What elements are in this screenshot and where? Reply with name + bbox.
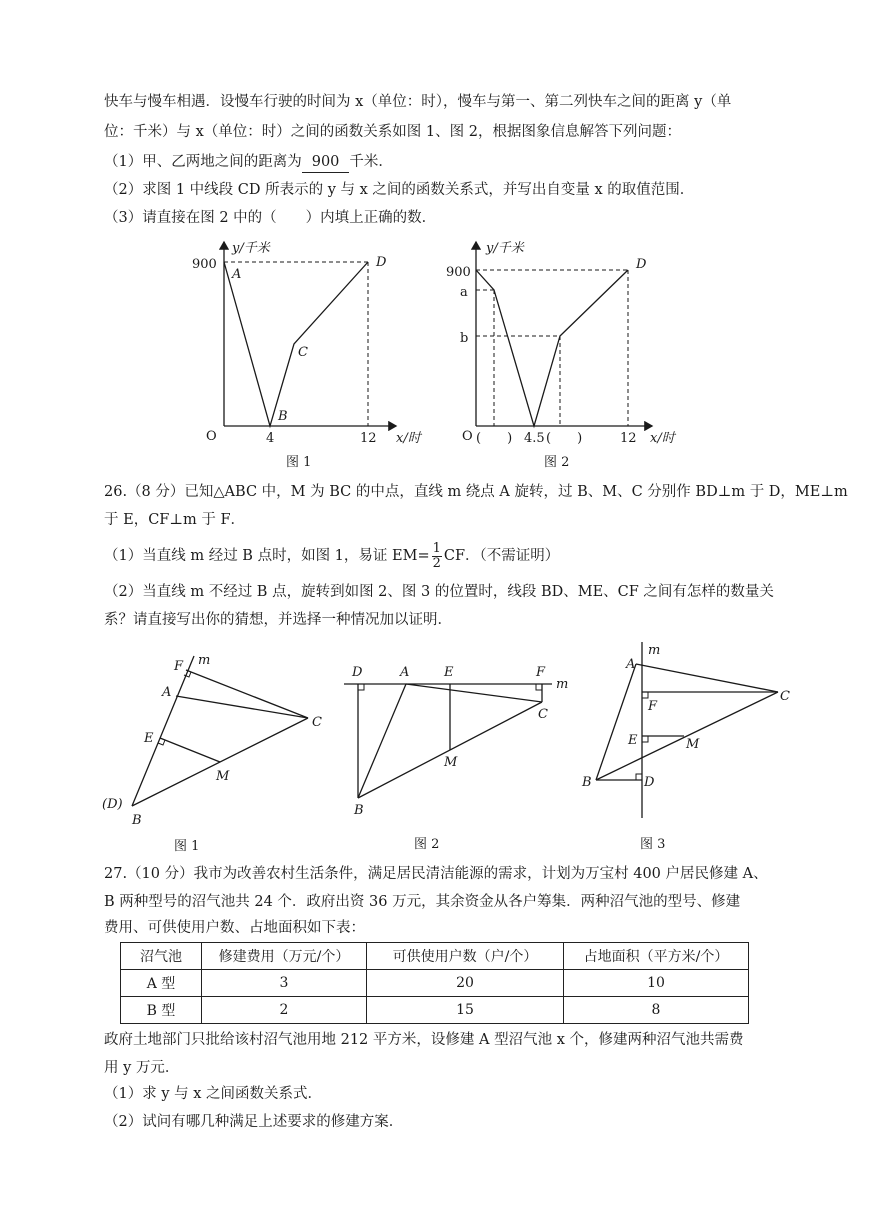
q1-prefix: （1）甲、乙两地之间的距离为 [104, 154, 302, 170]
graph2-yb: b [460, 331, 469, 346]
label-M: M [444, 755, 458, 770]
table-cell: 10 [564, 970, 749, 997]
fraction-one-half [432, 542, 442, 571]
graph2-x12: 12 [620, 431, 637, 446]
segment-EM [160, 738, 220, 762]
segment-AC [176, 696, 308, 718]
label-m: m [198, 653, 211, 668]
right-angle-F [536, 684, 542, 690]
q26-part-2a: （2）当直线 m 不经过 B 点，旋转到如图 2、图 3 的位置时，线段 BD、ME、CF 之间有怎样的数量关 [104, 584, 774, 600]
label-C: C [538, 707, 548, 722]
table-header-row [121, 943, 749, 970]
graph1-xlabel: x/时 [396, 431, 421, 446]
label-m: m [556, 677, 569, 692]
label-F: F [648, 699, 658, 714]
graph1-x12: 12 [360, 431, 377, 446]
q27-after-2: 用 y 万元． [104, 1060, 180, 1076]
geometry-figure-1 [96, 640, 336, 860]
q26-part-2b: 系？请直接写出你的猜想，并选择一种情况加以证明． [104, 612, 452, 628]
figure-2-caption: 图 2 [414, 837, 440, 852]
label-A: A [626, 657, 636, 672]
q1-answer: 900 [302, 152, 350, 173]
segment-BC [596, 692, 778, 780]
label-D: D [352, 665, 363, 680]
segment-AC [636, 664, 778, 692]
graph-1 [190, 236, 430, 472]
label-F: F [536, 665, 546, 680]
label-E: E [628, 733, 638, 748]
geometry-figure-3 [578, 636, 808, 860]
table-row [121, 997, 749, 1024]
question-1 [104, 152, 393, 173]
graph1-line [224, 262, 368, 426]
label-C: C [780, 689, 790, 704]
label-E: E [144, 731, 154, 746]
segment-FC [186, 670, 308, 718]
q27-sub-2: （2）试问有哪几种满足上述要求的修建方案． [104, 1114, 404, 1130]
q26-p1-suffix: CF．（不需证明） [443, 548, 560, 564]
table-header: 沼气池 [121, 943, 202, 970]
q26-line-1: 26.（8 分）已知△ABC 中，M 为 BC 的中点，直线 m 绕点 A 旋转，过 B、M、C 分别作 BD⊥m 于 D，ME⊥m [104, 484, 848, 500]
segment-AB [358, 684, 406, 798]
frac-denominator: 2 [432, 555, 441, 571]
graph1-label-B: B [278, 409, 288, 424]
graph1-origin: O [206, 429, 217, 444]
label-E: E [444, 665, 454, 680]
intro-line-1: 快车与慢车相遇．设慢车行驶的时间为 x（单位：时），慢车与第一、第二列快车之间的距离 y（单 [104, 94, 732, 110]
label-A: A [162, 685, 172, 700]
table-header: 修建费用（万元/个） [202, 943, 367, 970]
label-D: (D) [102, 797, 123, 812]
graph-2 [446, 236, 686, 472]
graph2-x45: 4.5 [524, 431, 545, 446]
table-cell: 8 [564, 997, 749, 1024]
label-A: A [400, 665, 410, 680]
graph1-ylabel: y/千米 [232, 241, 270, 256]
graph2-label-D: D [636, 257, 647, 272]
q26-p1-prefix: （1）当直线 m 经过 B 点时，如图 1，易证 EM= [104, 548, 430, 564]
figure-3-caption: 图 3 [640, 837, 666, 852]
line-m [132, 656, 194, 806]
graph2-caption: 图 2 [544, 455, 570, 470]
graph2-y900: 900 [446, 265, 471, 280]
question-3: （3）请直接在图 2 中的（ ）内填上正确的数． [104, 210, 437, 226]
graph1-label-C: C [298, 345, 308, 360]
graph1-label-A: A [232, 267, 242, 282]
label-B: B [582, 775, 592, 790]
graph1-caption: 图 1 [286, 455, 312, 470]
geometry-figure-2 [340, 652, 580, 860]
table-cell: 3 [202, 970, 367, 997]
segment-AB [596, 664, 636, 780]
label-B: B [132, 813, 142, 828]
q27-line-3: 费用、可供使用户数、占地面积如下表： [104, 920, 365, 936]
table-cell: 20 [367, 970, 564, 997]
table-header: 可供使用户数（户/个） [367, 943, 564, 970]
frac-numerator: 1 [432, 540, 441, 556]
table-cell: A 型 [121, 970, 202, 997]
graph2-xlabel: x/时 [650, 431, 675, 446]
graph2-line [476, 270, 628, 426]
table-cell: 2 [202, 997, 367, 1024]
label-C: C [312, 715, 322, 730]
q1-suffix: 千米． [349, 154, 393, 170]
graph2-origin: O [462, 429, 473, 444]
label-M: M [216, 769, 230, 784]
graph1-label-D: D [376, 255, 387, 270]
table-cell: 15 [367, 997, 564, 1024]
q26-part-1 [104, 540, 559, 572]
right-angle-F [642, 692, 648, 698]
graph2-blank-2: ( ) [546, 431, 583, 446]
intro-line-2: 位：千米）与 x（单位：时）之间的函数关系如图 1、图 2，根据图象信息解答下列问题： [104, 124, 681, 140]
graph2-ya: a [460, 285, 468, 300]
figure-1-caption: 图 1 [174, 839, 200, 854]
q26-line-2: 于 E，CF⊥m 于 F． [104, 512, 246, 528]
table-header: 占地面积（平方米/个） [564, 943, 749, 970]
segment-AC [406, 684, 542, 702]
right-angle-E [642, 736, 648, 742]
label-D: D [644, 775, 655, 790]
question-2: （2）求图 1 中线段 CD 所表示的 y 与 x 之间的函数关系式，并写出自变量 x 的取值范围． [104, 182, 695, 198]
right-angle-D [636, 774, 642, 780]
q27-line-2: B 两种型号的沼气池共 24 个．政府出资 36 万元，其余资金从各户筹集．两种沼气池的型号、修建 [104, 894, 741, 910]
table-row [121, 970, 749, 997]
graph2-ylabel: y/千米 [486, 241, 524, 256]
label-m: m [648, 643, 661, 658]
q27-after-1: 政府土地部门只批给该村沼气池用地 212 平方米，设修建 A 型沼气池 x 个，修建两种沼气池共需费 [104, 1032, 744, 1048]
label-M: M [686, 737, 700, 752]
label-B: B [354, 803, 364, 818]
right-angle-D [358, 684, 364, 690]
q27-sub-1: （1）求 y 与 x 之间函数关系式． [104, 1086, 323, 1102]
biogas-table [120, 942, 749, 1024]
table-cell: B 型 [121, 997, 202, 1024]
graph2-blank-1: ( ) [476, 431, 513, 446]
q27-line-1: 27.（10 分）我市为改善农村生活条件，满足居民清洁能源的需求，计划为万宝村 400 户居民修建 A、 [104, 866, 768, 882]
graph1-y900: 900 [192, 257, 217, 272]
graph1-x4: 4 [266, 431, 275, 446]
label-F: F [174, 659, 184, 674]
